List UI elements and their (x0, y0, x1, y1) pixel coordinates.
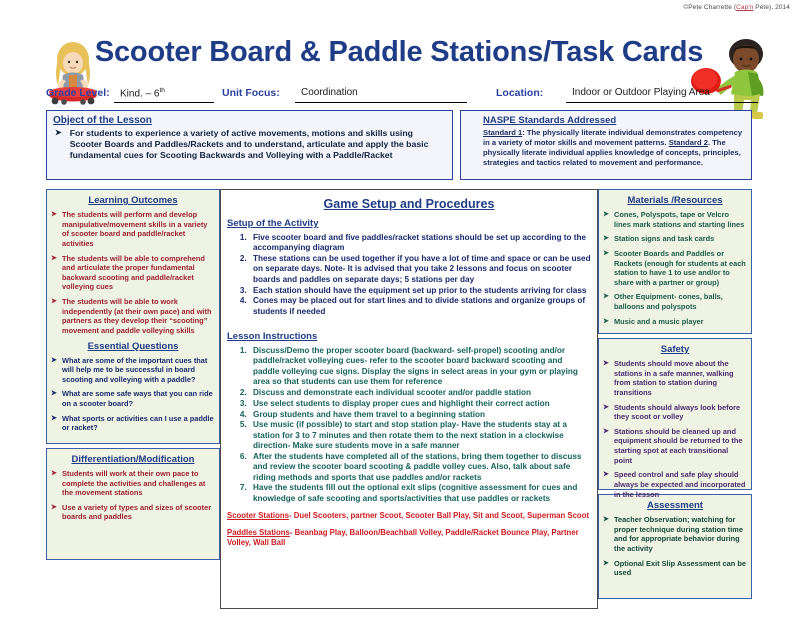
safety-panel (598, 338, 752, 499)
naspe-standard-1-label: Standard 1 (483, 128, 523, 137)
scooter-stations-label: Scooter Stations (227, 511, 289, 521)
list-item (51, 414, 215, 433)
list-item: 7. Have the students fill out the optional exit slips (cognitive assessment for cues and knowledge of safe scooting and sports/activities that use paddles or rackets (249, 483, 591, 504)
safety-list (603, 359, 747, 499)
lesson-instructions-heading: Lesson Instructions (227, 331, 318, 343)
list-item (603, 292, 747, 311)
arrow-bullet-icon: ➤ (603, 317, 609, 325)
list-item (51, 389, 215, 408)
naspe-standard-2-text: . The physically literate individual applies knowledge of concepts, principles, strategies and tactics related to movement and performance. (483, 137, 741, 167)
copyright-notice (683, 4, 790, 11)
arrow-bullet-icon: ➤ (603, 249, 609, 257)
list-item: 1. Discuss/Demo the proper scooter board (backward- self-propel) scooting and/or paddle/racket volleying cues- refer to the scooter board backward scooting and paddle volleying cue signs. Display the signs in select areas in your gym or playing area so that students can use them for reference (249, 346, 591, 387)
lesson-instructions-list (227, 346, 591, 504)
list-item (603, 515, 747, 554)
learning-outcomes-heading: Learning Outcomes (88, 195, 178, 206)
essential-question-text: What are some of the important cues that will help me to be successful in board scooting and volleying with a paddle? (62, 355, 208, 384)
safety-text: Students should always look before they scoot or volley (614, 402, 741, 422)
list-item (51, 210, 215, 249)
learning-outcomes-panel (46, 189, 220, 444)
naspe-standard-1-text: : The physically literate individual demonstrates competency in a variety of motor skills and movement patterns. (483, 128, 743, 147)
page-title: Scooter Board & Paddle Stations/Task Cards (94, 36, 704, 68)
list-item (603, 359, 747, 398)
list-item: 2. These stations can be used together if you have a lot of time and space or can be used on separate days. Note- It is advised that you take 2 lessons and focus on scooter boards and paddles on separate days; 5 stations per day (249, 254, 591, 285)
naspe-heading: NASPE Standards Addressed (483, 115, 617, 126)
list-item (51, 254, 215, 293)
safety-text: Speed control and safe play should always be expected and incorporated in the lesson (614, 470, 746, 499)
list-item: 3. Use select students to display proper cues and highlight their correct action (249, 399, 591, 409)
list-item (51, 297, 215, 336)
learning-outcome-text: The students will be able to comprehend and articulate the proper fundamental backward scooting and paddle/racket volleying cues (62, 253, 205, 292)
right-column (598, 189, 752, 609)
list-item: 5. Use music (if possible) to start and stop station play- Have the students stay at a station for 3 to 7 minutes and then rotate them to the next station in a clockwise direction- Make sure students move in a safe manner (249, 420, 591, 451)
essential-question-text: What are some safe ways that you can ride on a scooter board? (62, 389, 213, 408)
paddles-stations-line (227, 528, 591, 548)
arrow-bullet-icon: ➤ (51, 414, 57, 422)
assessment-panel (598, 494, 752, 599)
list-item: 6. After the students have completed all of the stations, bring them together to discuss and review the scooter board scooting & paddle volley cues. Also, talk about safe riding methods and sports that use paddles and/or rackets (249, 452, 591, 483)
grade-level-label: Grade Level: (46, 87, 110, 99)
arrow-bullet-icon: ➤ (603, 235, 609, 243)
material-text: Other Equipment- cones, balls, balloons and polyspots (614, 292, 723, 311)
copyright-link: Cap'n (736, 4, 754, 11)
arrow-bullet-icon: ➤ (603, 471, 609, 479)
essential-question-text: What sports or activities can I use a paddle or racket? (62, 413, 214, 433)
list-item (603, 317, 747, 327)
arrow-bullet-icon: ➤ (603, 403, 609, 411)
essential-questions-list (51, 356, 215, 433)
unit-focus-label: Unit Focus: (222, 87, 280, 99)
safety-text: Students should move about the stations in a safe manner, walking from station to station during transitions (614, 359, 734, 397)
object-of-lesson-heading: Object of the Lesson (53, 115, 152, 126)
object-of-lesson-body (55, 128, 446, 161)
scooter-stations-line (227, 511, 591, 521)
copyright-suffix: Pete), 2014 (753, 4, 790, 11)
setup-of-activity-list (227, 233, 591, 317)
assessment-text: Teacher Observation; watching for proper technique during station time and for appropriate behavior during the activity (614, 515, 743, 553)
document-header (0, 16, 798, 88)
list-item (51, 503, 215, 522)
list-item (603, 249, 747, 288)
location-label: Location: (496, 87, 544, 99)
materials-resources-heading: Materials /Resources (627, 195, 723, 206)
assessment-text: Optional Exit Slip Assessment can be used (614, 558, 746, 578)
material-text: Scooter Boards and Paddles or Rackets (enough for students at each station to have 1 to use and/or to share with a partner or group) (614, 248, 746, 287)
arrow-bullet-icon: ➤ (55, 128, 62, 137)
center-column (220, 189, 598, 609)
arrow-bullet-icon: ➤ (51, 503, 57, 511)
list-item (603, 234, 747, 244)
naspe-standard-2-label: Standard 2 (668, 137, 708, 147)
differentiation-panel (46, 448, 220, 560)
arrow-bullet-icon: ➤ (51, 356, 57, 364)
list-item (603, 470, 747, 499)
learning-outcomes-list (51, 210, 215, 336)
arrow-bullet-icon: ➤ (51, 211, 57, 218)
safety-text: Stations should be cleaned up and equipment should be returned to the starting spot at each transitional point (614, 426, 743, 465)
game-setup-heading: Game Setup and Procedures (323, 197, 495, 211)
grade-level-value: Kind. – 6th (114, 87, 214, 103)
unit-focus-value: Coordination (295, 87, 467, 103)
material-text: Music and a music player (614, 316, 704, 326)
list-item (603, 559, 747, 578)
scooter-stations-text: - Duel Scooters, partner Scoot, Scooter Ball Play, Sit and Scoot, Superman Scoot (288, 511, 590, 521)
list-item: 4. Cones may be placed out for start lines and to divide stations and organize groups of students if needed (249, 296, 591, 317)
differentiation-text: Use a variety of types and sizes of scooter boards and paddles (62, 502, 212, 522)
paddles-stations-label: Paddles Stations (227, 528, 290, 538)
essential-questions-heading: Essential Questions (87, 340, 179, 352)
left-column (46, 189, 220, 609)
arrow-bullet-icon: ➤ (51, 298, 57, 305)
lesson-meta-row (46, 86, 752, 106)
setup-of-activity-heading: Setup of the Activity (227, 218, 319, 229)
game-setup-panel (220, 189, 598, 609)
arrow-bullet-icon: ➤ (51, 390, 57, 398)
naspe-body (483, 128, 745, 167)
naspe-standards-box (460, 110, 752, 180)
material-text: Station signs and task cards (614, 234, 715, 244)
materials-resources-list (603, 210, 747, 326)
list-item: 1. Five scooter board and five paddles/racket stations should be set up according to the accompanying diagram (249, 233, 591, 254)
list-item (603, 427, 747, 466)
list-item (603, 403, 747, 422)
assessment-heading: Assessment (647, 500, 703, 511)
materials-resources-panel (598, 189, 752, 334)
assessment-list (603, 515, 747, 578)
list-item (51, 469, 215, 498)
list-item (603, 210, 747, 229)
safety-heading: Safety (660, 344, 690, 355)
object-of-lesson-text: For students to experience a variety of active movements, motions and skills using Scooter Boards and Paddles/Rackets and to understand, articulate and apply the basic fundamental cues for Scooting Backwards and Volleying with a Paddle/Racket (69, 128, 429, 161)
arrow-bullet-icon: ➤ (603, 516, 609, 523)
differentiation-text: Students will work at their own pace to complete the activities and challenges at the movement stations (62, 468, 206, 498)
arrow-bullet-icon: ➤ (51, 254, 57, 262)
arrow-bullet-icon: ➤ (603, 360, 609, 367)
list-item (51, 356, 215, 385)
differentiation-list (51, 469, 215, 522)
arrow-bullet-icon: ➤ (51, 469, 57, 477)
list-item: 2. Discuss and demonstrate each individual scooter and/or paddle station (249, 388, 591, 398)
arrow-bullet-icon: ➤ (603, 427, 609, 435)
material-text: Cones, Polyspots, tape or Velcro lines mark stations and starting lines (614, 210, 745, 229)
arrow-bullet-icon: ➤ (603, 211, 609, 218)
learning-outcome-text: The students will perform and develop manipulative/movement skills in a variety of scooter board and paddle/racket activities (62, 210, 208, 248)
differentiation-heading: Differentiation/Modification (71, 453, 195, 465)
list-item: 3. Each station should have the equipment set up prior to the students arriving for class (249, 286, 591, 296)
arrow-bullet-icon: ➤ (603, 293, 609, 301)
learning-outcome-text: The students will be able to work independently (at their own pace) and with partners as they develop their “scooting” movement and paddle volleying skills (62, 297, 212, 335)
paddles-stations-text: - Beanbag Play, Balloon/Beachball Volley, Paddle/Racket Bounce Play, Partner Volley, Wall Ball (227, 528, 579, 548)
arrow-bullet-icon: ➤ (603, 559, 609, 567)
copyright-prefix: ©Pete Charrette ( (683, 4, 737, 11)
object-of-lesson-box (46, 110, 453, 180)
location-value: Indoor or Outdoor Playing Area (566, 87, 758, 103)
list-item: 4. Group students and have them travel to a beginning station (249, 410, 591, 420)
